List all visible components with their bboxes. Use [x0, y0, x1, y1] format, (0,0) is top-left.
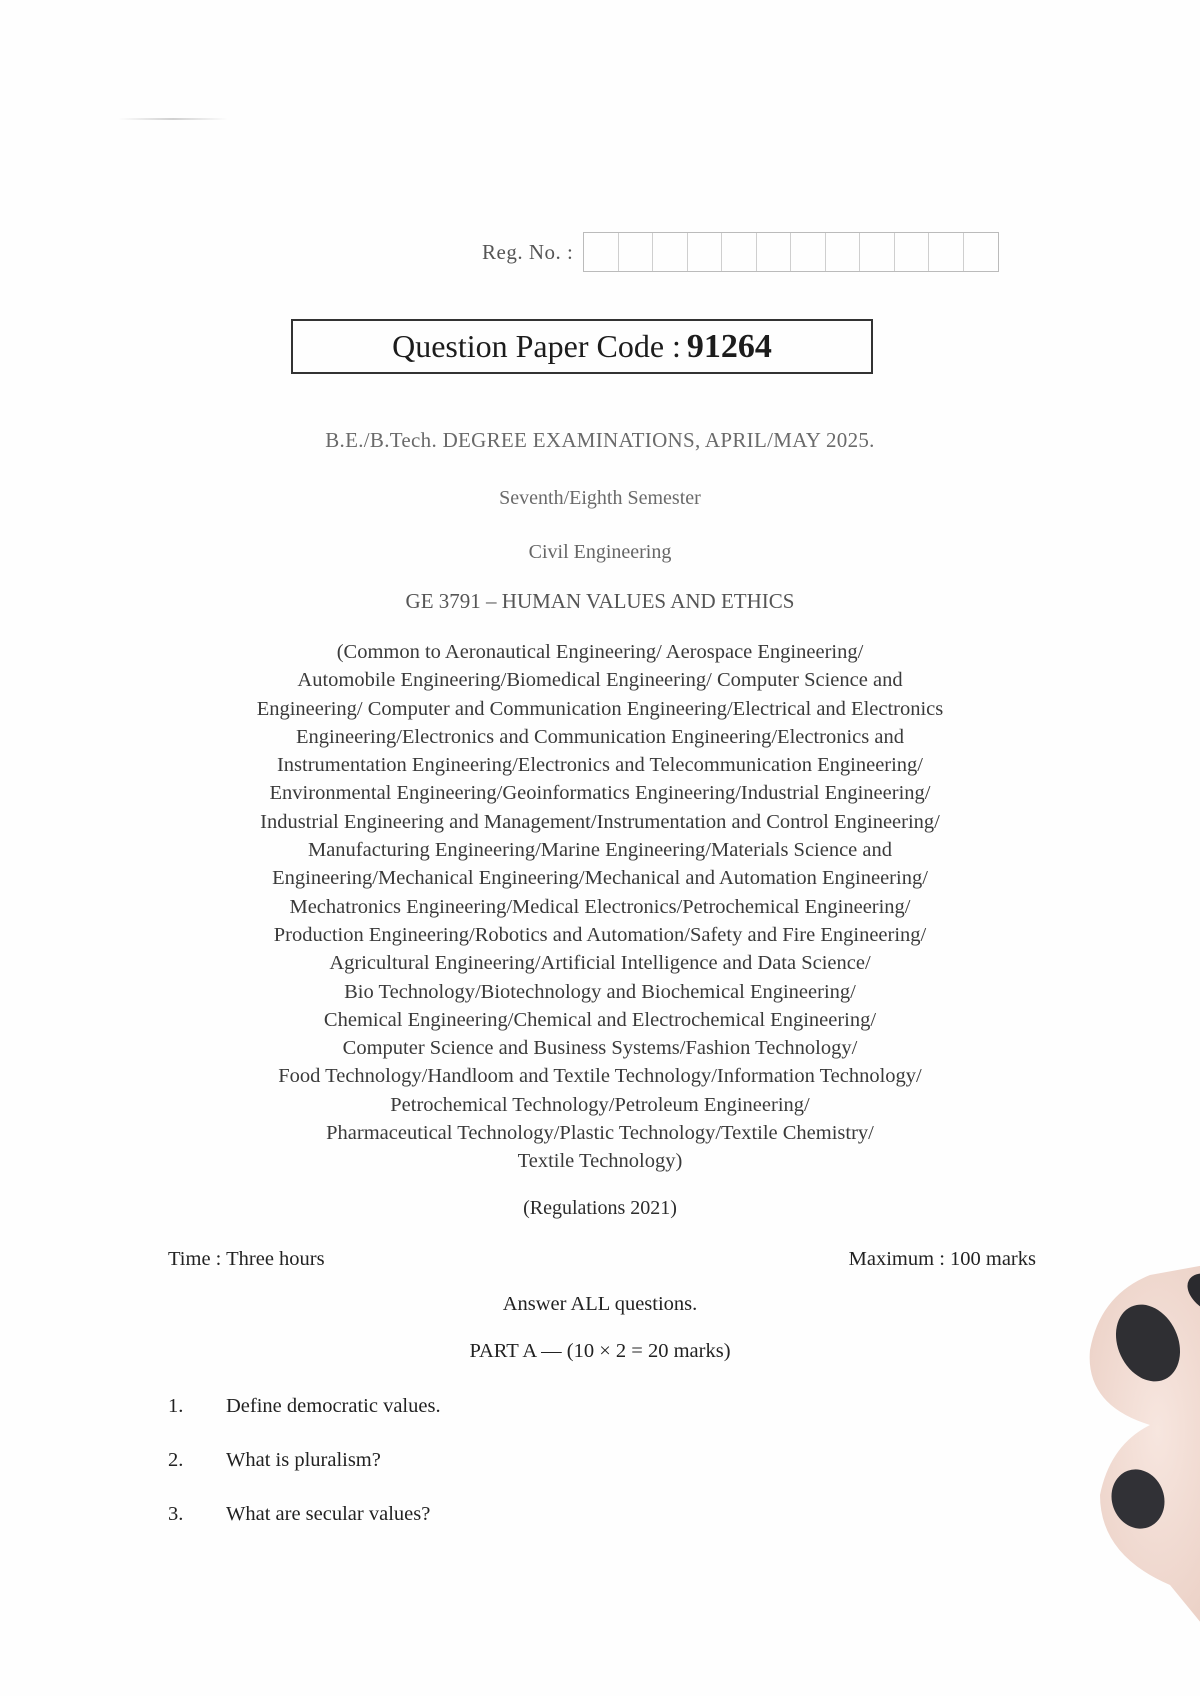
- reg-no-box: [860, 233, 895, 271]
- maximum-marks: Maximum : 100 marks: [848, 1248, 1036, 1270]
- question-number: 3.: [168, 1503, 184, 1525]
- common-to-line: Production Engineering/Robotics and Automation/Safety and Fire Engineering/: [273, 923, 927, 946]
- course-title: GE 3791 – HUMAN VALUES AND ETHICS: [405, 589, 795, 613]
- common-to-line: Agricultural Engineering/Artificial Intelligence and Data Science/: [329, 952, 871, 975]
- question-paper-code-number: 91264: [686, 327, 772, 365]
- reg-no-box: [619, 233, 654, 271]
- common-to-line: Engineering/Mechanical Engineering/Mechanical and Automation Engineering/: [272, 867, 928, 890]
- common-to-line: Pharmaceutical Technology/Plastic Technology/Textile Chemistry/: [326, 1122, 874, 1145]
- common-to-line: Engineering/ Computer and Communication Engineering/Electrical and Electronics: [256, 697, 944, 720]
- question-paper-code-label: Question Paper Code :: [392, 328, 681, 364]
- common-to-line: (Common to Aeronautical Engineering/ Aerospace Engineering/: [336, 641, 864, 663]
- branch: Civil Engineering: [528, 541, 672, 563]
- reg-no-row: [482, 232, 999, 272]
- question-text: Define democratic values.: [226, 1395, 441, 1417]
- common-to-line: Instrumentation Engineering/Electronics and Telecommunication Engineering/: [276, 754, 924, 777]
- question-text: What are secular values?: [226, 1503, 431, 1525]
- reg-no-box: [653, 233, 688, 271]
- question-item: [168, 1449, 381, 1472]
- part-a-heading: PART A — (10 × 2 = 20 marks): [469, 1340, 731, 1362]
- fingers-photo: [1030, 1255, 1200, 1695]
- question-number: 1.: [168, 1395, 184, 1417]
- common-to-block: [160, 638, 1040, 1176]
- reg-no-label: Reg. No. :: [482, 239, 574, 264]
- reg-no-box: [929, 233, 964, 271]
- reg-no-box: [895, 233, 930, 271]
- reg-no-box: [722, 233, 757, 271]
- common-to-line: Automobile Engineering/Biomedical Engineering/ Computer Science and: [297, 669, 903, 692]
- time-duration: Time : Three hours: [168, 1248, 325, 1270]
- exam-title: B.E./B.Tech. DEGREE EXAMINATIONS, APRIL/MAY 2025.: [325, 428, 875, 452]
- semester: Seventh/Eighth Semester: [499, 487, 701, 509]
- reg-no-box: [584, 233, 619, 271]
- common-to-line: Textile Technology): [517, 1150, 683, 1173]
- question-paper-code-box: [291, 319, 873, 374]
- common-to-line: Manufacturing Engineering/Marine Engineering/Materials Science and: [307, 839, 893, 862]
- common-to-line: Environmental Engineering/Geoinformatics Engineering/Industrial Engineering/: [269, 782, 931, 805]
- reg-no-box: [791, 233, 826, 271]
- reg-no-box: [826, 233, 861, 271]
- common-to-line: Engineering/Electronics and Communication Engineering/Electronics and: [296, 725, 904, 748]
- common-to-line: Petrochemical Technology/Petroleum Engineering/: [390, 1093, 810, 1116]
- question-item: [168, 1503, 430, 1526]
- common-to-line: Mechatronics Engineering/Medical Electronics/Petrochemical Engineering/: [289, 895, 911, 918]
- question-number: 2.: [168, 1449, 184, 1471]
- common-to-line: Industrial Engineering and Management/Instrumentation and Control Engineering/: [260, 810, 940, 833]
- instruction: Answer ALL questions.: [502, 1293, 698, 1315]
- reg-no-box: [964, 233, 999, 271]
- scan-artifact: [118, 118, 228, 120]
- question-text: What is pluralism?: [226, 1449, 381, 1471]
- time-marks-row: [168, 1248, 1036, 1271]
- common-to-line: Bio Technology/Biotechnology and Biochemical Engineering/: [344, 980, 856, 1003]
- common-to-line: Chemical Engineering/Chemical and Electrochemical Engineering/: [323, 1008, 877, 1031]
- reg-no-boxes: [583, 232, 999, 272]
- common-to-line: Food Technology/Handloom and Textile Technology/Information Technology/: [278, 1065, 922, 1088]
- reg-no-box: [757, 233, 792, 271]
- reg-no-box: [688, 233, 723, 271]
- common-to-line: Computer Science and Business Systems/Fashion Technology/: [342, 1037, 858, 1060]
- regulations: (Regulations 2021): [523, 1197, 677, 1219]
- question-item: [168, 1395, 441, 1418]
